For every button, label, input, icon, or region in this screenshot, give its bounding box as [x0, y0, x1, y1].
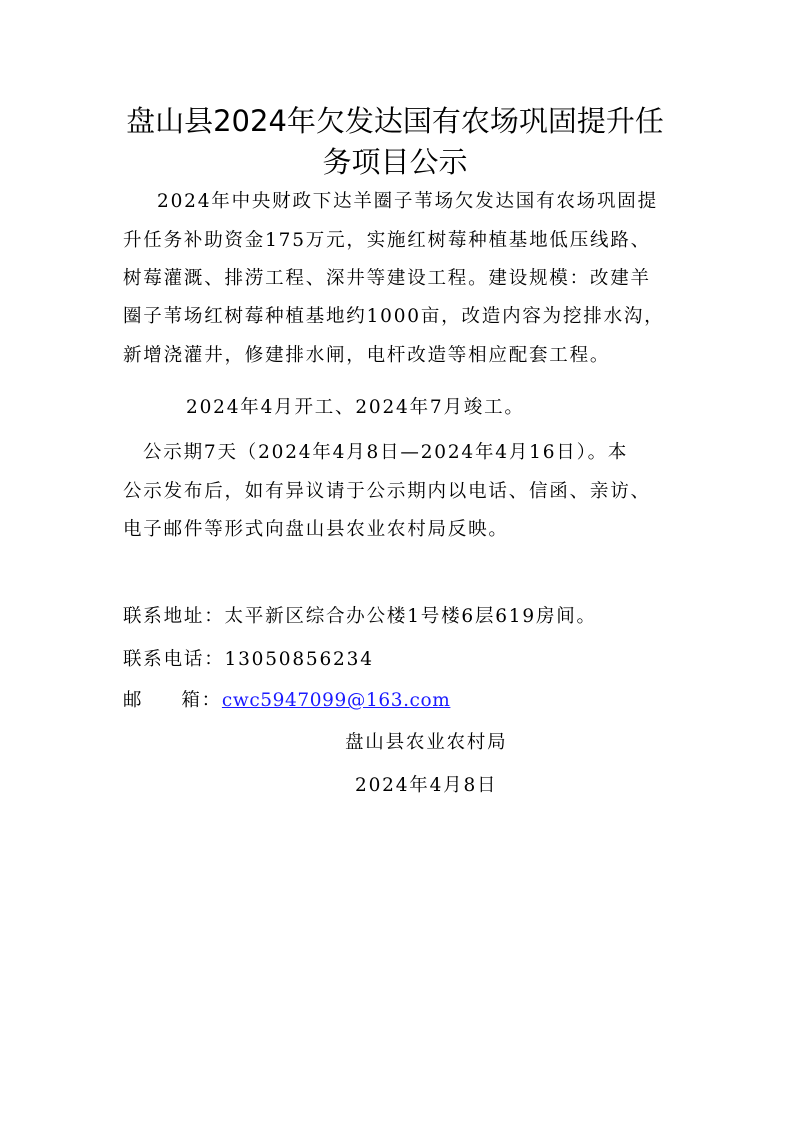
- paragraph-1-line-3: 树莓灌溉、排涝工程、深井等建设工程。建设规模：改建羊: [123, 268, 651, 289]
- email-label-part-2: 箱：: [181, 690, 222, 711]
- signature-date: 2024年4月8日: [355, 775, 498, 796]
- paragraph-1-line-2: 升任务补助资金175万元，实施红树莓种植基地低压线路、: [123, 230, 651, 251]
- paragraph-2-schedule: 2024年4月开工、2024年7月竣工。: [186, 397, 525, 418]
- contact-email-row: [123, 682, 450, 720]
- paragraph-3-line-2: 公示发布后，如有异议请于公示期内以电话、信函、亲访、: [123, 481, 651, 502]
- email-link[interactable]: cwc5947099@163.com: [221, 690, 451, 711]
- document-title-line-1: 盘山县2024年欠发达国有农场巩固提升任: [126, 104, 664, 138]
- paragraph-1-line-1: 2024年中央财政下达羊圈子苇场欠发达国有农场巩固提: [157, 191, 658, 212]
- signature-organization: 盘山县农业农村局: [345, 732, 508, 753]
- paragraph-3-line-3: 电子邮件等形式向盘山县农业农村局反映。: [123, 519, 509, 540]
- contact-address: 联系地址：太平新区综合办公楼1号楼6层619房间。: [123, 606, 597, 627]
- paragraph-1-line-5: 新增浇灌井，修建排水闸，电杆改造等相应配套工程。: [123, 345, 611, 366]
- paragraph-3-line-1: 公示期7天（2024年4月8日—2024年4月16日）。本: [143, 442, 629, 463]
- paragraph-1-line-4: 圈子苇场红树莓种植基地约1000亩，改造内容为挖排水沟，: [123, 306, 665, 327]
- contact-phone: 联系电话：13050856234: [123, 649, 374, 670]
- document-title-line-2: 务项目公示: [322, 145, 468, 179]
- email-label-part-1: 邮: [123, 690, 144, 711]
